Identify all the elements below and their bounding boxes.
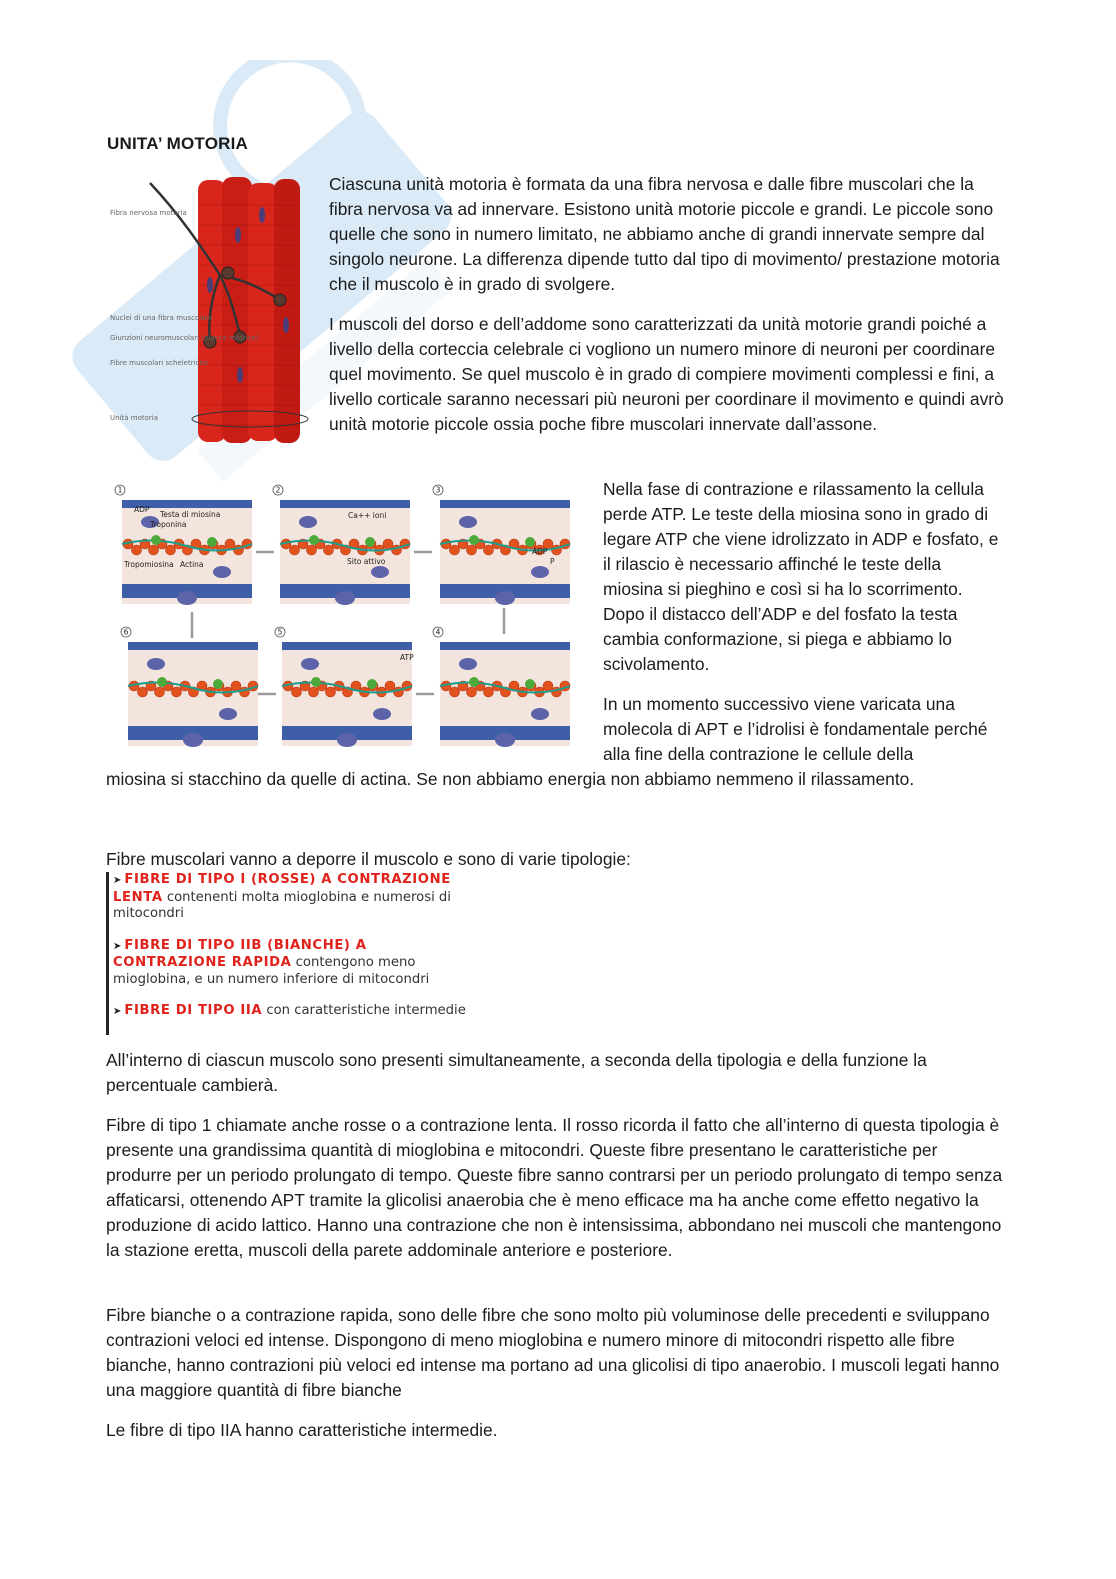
cycle-panel-2 xyxy=(273,485,410,605)
cycle-label-calcium: Ca++ ioni xyxy=(348,511,387,520)
troponin-marker xyxy=(365,537,375,547)
motor-unit-figure xyxy=(110,175,310,447)
bullet-arrow-icon: ➤ xyxy=(113,940,122,952)
troponin-marker xyxy=(469,677,479,687)
troponin-marker xyxy=(367,679,377,689)
label-nuclei: Nuclei di una fibra muscolare xyxy=(110,314,213,322)
myosin-head xyxy=(219,708,237,720)
cycle-step-number: 6 xyxy=(123,627,129,637)
fiber-type-2a-title: FIBRE DI TIPO IIA xyxy=(124,1003,263,1018)
label-motor-nerve: Fibra nervosa motoria xyxy=(110,209,187,217)
fiber-types-list xyxy=(106,872,473,1035)
troponin-marker xyxy=(207,537,217,547)
troponin-marker xyxy=(157,677,167,687)
paragraph-7: Fibre di tipo 1 chiamate anche rosse o a contrazione lenta. Il rosso ricorda il fatto che all’interno di questa tipologia è presente una grandissima quantità di mioglobina e mitocondri. Queste fibre presentano le caratteristiche per produrre per un periodo prolungato di tempo. Queste fibre sanno contrarsi per un periodo prolungato di tempo senza affaticarsi, ottenendo APT tramite la glicolisi anaerobia che è meno efficace ma ha anche come effetto negativo la produzione di acido lattico. Hanno una contrazione che non è intensissima, abbondano nei muscoli che mantengono la stazione eretta, muscoli della parete addominale anteriore e posteriore. xyxy=(106,1115,1003,1260)
cycle-label-pi: P xyxy=(550,557,555,566)
label-motor-unit: Unità motoria xyxy=(110,414,159,422)
cycle-panel-4 xyxy=(433,627,570,747)
muscle-fibers xyxy=(198,177,300,443)
paragraph-6: All’interno di ciascun muscolo sono presenti simultaneamente, a seconda della tipologia e della funzione la percentuale cambierà. xyxy=(106,1050,927,1095)
cycle-step-number: 2 xyxy=(275,485,281,495)
cycle-label-atp: ATP xyxy=(400,653,414,662)
paragraph-2: I muscoli del dorso e dell’addome sono caratterizzati da unità motorie grandi poiché a livello della corteccia celebrale ci vogliono un numero minore di neuroni per coordinare quel movimento. Se quel muscolo è in grado di compiere movimenti complessi e fini, a livello corticale saranno necessari più neuroni per coordinare il movimento e quindi avrò unità motorie piccole ossia poche fibre muscolari innervate dall’assone. xyxy=(329,314,1004,434)
cycle-step-number: 5 xyxy=(277,627,283,637)
paragraph-3: Nella fase di contrazione e rilassamento la cellula perde ATP. Le teste della miosina sono in grado di legare ATP che viene idrolizzato in ADP e fosfato, e il rilascio è necessario affinché le teste della miosina si pieghino e così si ha lo scorrimento. Dopo il distacco dell’ADP e del fosfato la testa cambia conformazione, si piega e abbiamo lo scivolamento. xyxy=(603,479,999,674)
cycle-step-number: 4 xyxy=(435,627,441,637)
myosin-head xyxy=(373,708,391,720)
cycle-label-adp: ADP xyxy=(532,547,548,556)
myosin-head xyxy=(495,733,515,747)
cycle-panel-3 xyxy=(433,485,570,605)
troponin-marker xyxy=(311,677,321,687)
troponin-marker xyxy=(525,679,535,689)
cycle-panel-5 xyxy=(275,627,412,747)
myosin-head xyxy=(459,516,477,528)
paragraph-1: Ciascuna unità motoria è formata da una fibra nervosa e dalle fibre muscolari che la fibra nervosa va ad innervare. Esistono unità motorie piccole e grandi. Le piccole sono quelle che sono in numero limitato, ne abbiamo anche di grandi innervate sempre dal singolo neurone. La differenza dipende tutto dal tipo di movimento/ prestazione motoria che il muscolo è in grado di svolgere. xyxy=(329,174,1000,294)
fiber-type-2b xyxy=(113,938,473,989)
cycle-label-site: Sito attivo xyxy=(347,557,386,566)
fiber-type-2b-desc: contengono meno mioglobina, e un numero inferiore di mitocondri xyxy=(113,955,430,987)
myosin-head xyxy=(177,591,197,605)
paragraph-9: Le fibre di tipo IIA hanno caratteristiche intermedie. xyxy=(106,1420,498,1440)
myosin-head xyxy=(531,566,549,578)
fiber-type-1-title: FIBRE DI TIPO I (ROSSE) A CONTRAZIONE LENTA xyxy=(113,872,451,905)
fiber-type-2b-title: FIBRE DI TIPO IIB (BIANCHE) A CONTRAZIONE RAPIDA xyxy=(113,937,367,970)
paragraph-4a: In un momento successivo viene varicata una molecola di APT e l’idrolisi è fondamentale perché alla fine della contrazione le cellule della xyxy=(603,694,988,764)
label-skeletal-fibers: Fibre muscolari scheletriche xyxy=(110,359,209,367)
label-junctions: Giunzioni neuromuscolari (placca motrice) xyxy=(110,334,259,342)
myosin-head xyxy=(147,658,165,670)
myosin-head xyxy=(531,708,549,720)
myosin-head xyxy=(335,591,355,605)
bullet-arrow-icon: ➤ xyxy=(113,1006,122,1017)
cycle-panel-1 xyxy=(115,485,252,605)
troponin-marker xyxy=(309,535,319,545)
cycle-label-tropomyosin: Tropomiosina xyxy=(124,560,174,569)
troponin-marker xyxy=(469,535,479,545)
troponin-marker xyxy=(213,679,223,689)
cycle-step-number: 3 xyxy=(435,485,441,495)
cycle-label-troponin: Troponina xyxy=(150,520,187,529)
myosin-head xyxy=(213,566,231,578)
myosin-head xyxy=(183,733,203,747)
myosin-head xyxy=(459,658,477,670)
paragraph-8: Fibre bianche o a contrazione rapida, sono delle fibre che sono molto più voluminose delle precedenti e sviluppano contrazioni veloci ed intense. Dispongono di meno mioglobina e numero minore di mitocondri rispetto alle fibre bianche, hanno contrazioni più veloci ed intense ma portano ad una glicolisi di tipo anaerobio. I muscoli legati hanno una maggiore quantità di fibre bianche xyxy=(106,1305,1000,1400)
cycle-panel-6 xyxy=(121,627,258,747)
cycle-label-actin: Actina xyxy=(180,560,204,569)
troponin-marker xyxy=(151,535,161,545)
myosin-head xyxy=(337,733,357,747)
cycle-step-number: 1 xyxy=(117,485,123,495)
fiber-type-1 xyxy=(113,872,473,923)
cycle-label-adp: ADP xyxy=(134,505,150,514)
fiber-type-1-desc: contenenti molta mioglobina e numerosi di mitocondri xyxy=(113,889,451,921)
crossbridge-cycle-figure xyxy=(112,482,580,764)
paragraph-4b: miosina si stacchino da quelle di actina. Se non abbiamo energia non abbiamo nemmeno il rilassamento. xyxy=(106,769,915,789)
myosin-head xyxy=(371,566,389,578)
cycle-label-head: Testa di miosina xyxy=(160,510,221,519)
fiber-type-2a-desc: con caratteristiche intermedie xyxy=(262,1003,466,1018)
myosin-head xyxy=(301,658,319,670)
troponin-marker xyxy=(525,537,535,547)
fiber-type-2a xyxy=(113,1003,473,1021)
bullet-arrow-icon: ➤ xyxy=(113,875,122,886)
myosin-head xyxy=(299,516,317,528)
page-title: UNITA’ MOTORIA xyxy=(107,134,249,153)
myosin-head xyxy=(495,591,515,605)
paragraph-5: Fibre muscolari vanno a deporre il muscolo e sono di varie tipologie: xyxy=(106,849,631,869)
